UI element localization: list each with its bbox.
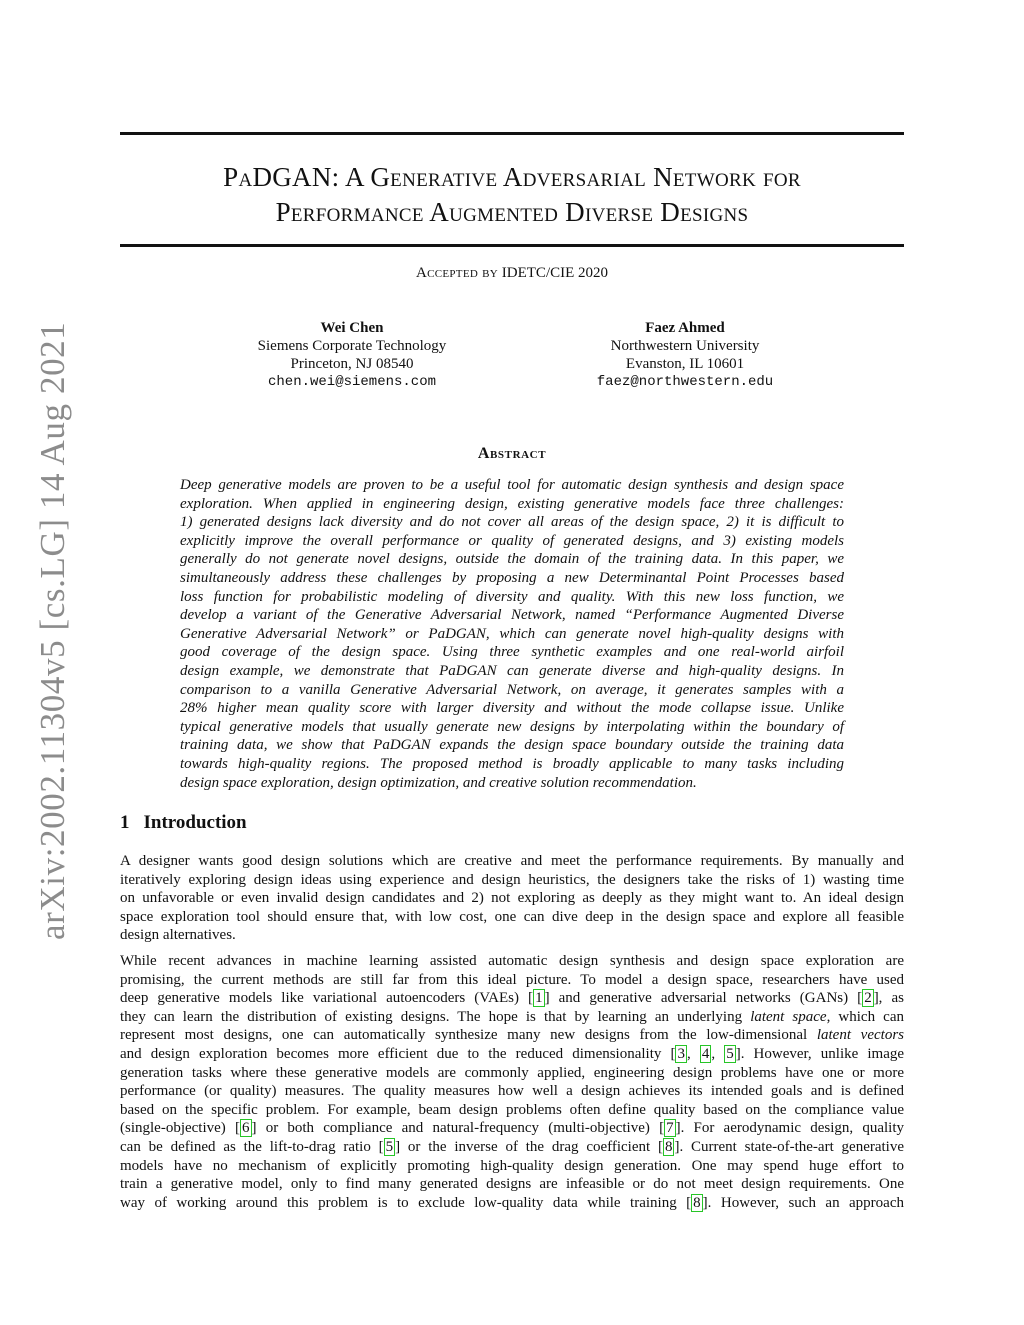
paragraph-line: train a generative model, only to find many generated designs are infeasible or do not meet design requirements. One (120, 1176, 904, 1193)
paragraph-line: design alternatives. (120, 927, 236, 944)
text-run: ]. However, such an approach (702, 1194, 904, 1211)
author-block-2 (535, 319, 835, 391)
paragraph-line: promising, the current methods are still far from this ideal picture. To model a design space, researchers have used (120, 971, 904, 988)
abstract-line: design space exploration, design optimization, and creative solution recommendation. (180, 774, 697, 791)
paragraph-line (120, 1194, 904, 1213)
acceptance-note (120, 264, 904, 282)
title-top-rule (120, 132, 904, 135)
paragraph-line (120, 989, 904, 1008)
accepted-venue: IDETC/CIE 2020 (501, 265, 609, 281)
text-run: (single-objective) [ (120, 1120, 240, 1137)
text-run: , which can (826, 1008, 904, 1025)
abstract-line: towards high-quality regions. The proposed method is broadly applicable to many tasks including (180, 755, 844, 772)
paper-title (120, 160, 904, 230)
citation-link[interactable]: 3 (677, 1045, 685, 1062)
author-location: Evanston, IL 10601 (625, 356, 745, 372)
abstract-line: exploration. When applied in engineering design, existing generative models face three challenges: (180, 495, 844, 512)
citation-link[interactable]: 4 (701, 1045, 710, 1062)
abstract-line: good coverage of the design space. Using three synthetic examples and one real-world airfoil (180, 644, 844, 661)
paragraph-line (120, 1138, 904, 1157)
abstract-heading: Abstract (477, 445, 547, 462)
author-block-1 (202, 319, 502, 391)
paragraph-line: generation tasks where these generative models are commonly applied, engineering design problems have one or more (120, 1064, 904, 1081)
emphasis-latent-vectors: latent vectors (816, 1027, 904, 1044)
citation-group (675, 1045, 735, 1063)
accepted-prefix: Accepted by (415, 265, 499, 281)
paragraph-line: based on the specific problem. For example, beam design problems often define quality based on the compliance value (120, 1101, 904, 1118)
citation-link[interactable]: 8 (693, 1194, 701, 1211)
paragraph-line: models have no mechanism of explicitly promoting high-quality design generation. One may spend huge effort to (120, 1157, 904, 1174)
citation-link[interactable]: 1 (535, 990, 543, 1007)
abstract-line: generally do not generate novel designs, outside the domain of the training data. In this paper, we (180, 551, 844, 568)
title-bottom-rule (120, 244, 904, 247)
paragraph-line: performance (or quality) measures. The quality measures how well a design achieves its intended goals and is defined (120, 1083, 904, 1100)
text-run: ]. For aerodynamic design, quality (675, 1120, 904, 1137)
paragraph-line (120, 1026, 904, 1045)
text-run: ] and generative adversarial networks (GANs) [ (544, 990, 863, 1007)
author-location: Princeton, NJ 08540 (290, 356, 414, 372)
paragraph-line: space exploration tool should ensure that, with low cost, one can dive deep in the design space and explore all feasible (120, 908, 904, 925)
text-run: ], as (873, 990, 904, 1007)
author-email: chen.wei@siemens.com (267, 374, 437, 390)
text-run: deep generative models like variational autoencoders (VAEs) [ (120, 990, 534, 1007)
arxiv-identifier: arXiv:2002.11304v5 [cs.LG] 14 Aug 2021 (33, 321, 72, 940)
abstract-line: comparison to a vanilla Generative Adversarial Network, on average, it generates samples with a (180, 681, 844, 698)
author-name: Faez Ahmed (645, 320, 725, 336)
citation-link[interactable]: 8 (664, 1138, 673, 1155)
title-line-1: PaDGAN: A Generative Adversarial Network for (223, 162, 801, 192)
text-run: ] or both compliance and natural-frequency (multi-objective) [ (251, 1120, 665, 1137)
abstract-line: Generative Adversarial Network” or PaDGAN, which can generate novel high-quality designs with (180, 625, 844, 642)
citation-separator: , (686, 1045, 700, 1062)
abstract-line: 1) generated designs lack diversity and do not cover all areas of the design space, 2) it is difficult to (180, 514, 844, 531)
citation-link[interactable]: 6 (242, 1120, 250, 1137)
abstract-line: design example, we demonstrate that PaDGAN can generate diverse and high-quality designs. In (180, 662, 844, 679)
intro-paragraph-2 (120, 952, 904, 1212)
abstract-line: 28% higher mean quality score with larger diversity and without the mode collapse issue. Unlike (180, 700, 844, 717)
author-email: faez@northwestern.edu (596, 374, 774, 390)
author-name: Wei Chen (320, 320, 384, 336)
abstract-line: develop a variant of the Generative Adversarial Network, named “Performance Augmented Diverse (180, 607, 844, 624)
author-affiliation: Northwestern University (610, 338, 760, 354)
abstract-line: training data, we show that PaDGAN expands the design space boundary outside the training data (180, 737, 844, 754)
abstract-line: simultaneously address these challenges by proposing a new Determinantal Point Processes based (180, 569, 844, 586)
abstract-line: loss function for probabilistic modeling of diversity and quality. With this new loss function, we (180, 588, 844, 605)
citation-link[interactable]: 5 (726, 1045, 734, 1062)
abstract-line: Deep generative models are proven to be a useful tool for automatic design synthesis and design space (180, 477, 844, 493)
text-run: ]. However, unlike image (735, 1045, 905, 1062)
text-run: way of working around this problem is to exclude low-quality data while training [ (120, 1194, 692, 1211)
abstract-text (180, 476, 844, 792)
abstract-line: typical generative models that usually generate new designs by interpolating within the boundary of (180, 718, 844, 735)
citation-link[interactable]: 7 (666, 1120, 674, 1137)
author-affiliation: Siemens Corporate Technology (257, 338, 447, 354)
paragraph-line: iteratively exploring design ideas using experience and design heuristics, the designers take the risks of 1) wasting time (120, 871, 904, 888)
citation-link[interactable]: 5 (385, 1138, 394, 1155)
paragraph-line: While recent advances in machine learning assisted automatic design synthesis and design space exploration are (120, 953, 904, 969)
text-run: ]. Current state-of-the-art generative (674, 1138, 904, 1155)
emphasis-latent-space: latent space (750, 1008, 827, 1025)
paragraph-line: A designer wants good design solutions which are creative and meet the performance requirements. By manually and (120, 853, 904, 869)
citation-separator: , (711, 1045, 725, 1062)
abstract-line: explicitly improve the overall performance or quality of generated designs, and 3) existing models (180, 532, 844, 549)
section-title: Introduction (143, 812, 247, 833)
title-line-2: Performance Augmented Diverse Designs (275, 197, 749, 227)
paragraph-line (120, 1008, 904, 1027)
paragraph-line: on unfavorable or even invalid design candidates and 2) not exploring as deeply as they might want to. An ideal design (120, 890, 904, 907)
paragraph-line (120, 1119, 904, 1138)
text-run: ] or the inverse of the drag coefficient [ (395, 1138, 663, 1155)
text-run: can be defined as the lift-to-drag ratio [ (120, 1138, 384, 1155)
intro-paragraph-1 (120, 852, 904, 945)
section-number: 1 (120, 812, 130, 833)
paragraph-line (120, 1045, 904, 1064)
text-run: represent most designs, one can automatically synthesize many new designs from the low-dimensional (120, 1027, 817, 1044)
text-run: they can learn the distribution of existing designs. The hope is that by learning an underlying (120, 1008, 751, 1025)
text-run: and design exploration becomes more efficient due to the reduced dimensionality [ (120, 1045, 676, 1062)
section-heading-introduction (120, 812, 247, 834)
citation-link[interactable]: 2 (864, 990, 872, 1007)
